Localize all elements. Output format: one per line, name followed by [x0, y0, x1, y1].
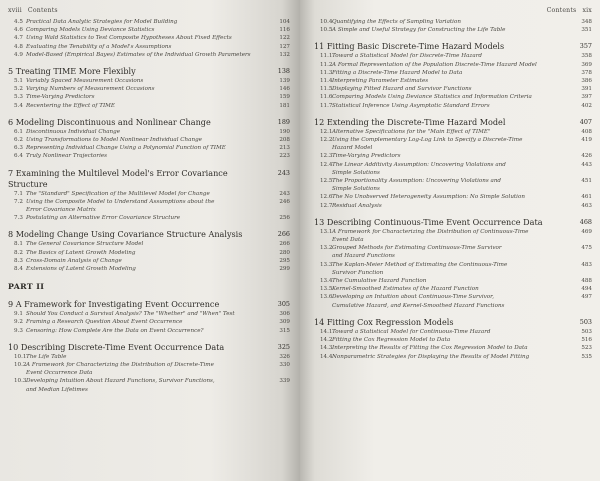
toc-section-entry	[8, 152, 290, 160]
toc-section-entry	[8, 136, 290, 144]
section-title: The Proportionality Assumption: Uncovering Violations and	[332, 178, 502, 185]
toc-section-entry	[314, 93, 592, 101]
section-title: A Framework for Characterizing the Distribution of Discrete-Time	[26, 362, 214, 369]
page-number: 295	[279, 257, 290, 264]
section-title: Framing a Research Question About Event Occurrence	[26, 319, 183, 326]
section-title: The Kaplan-Meier Method of Estimating the Continuous-Time	[332, 261, 508, 268]
toc-section-entry	[8, 318, 290, 326]
chapter-title: 14 Fitting Cox Regression Models	[314, 316, 454, 327]
toc-chapter-entry	[314, 217, 592, 228]
page-number: 159	[279, 94, 290, 101]
section-number: 12.5	[320, 178, 333, 185]
part-heading: PART II	[8, 282, 45, 292]
page-number: 213	[279, 145, 290, 152]
page-number: 348	[581, 19, 592, 25]
toc-section-entry	[314, 102, 592, 110]
toc-section-entry	[8, 327, 290, 335]
page-number: 299	[279, 266, 290, 273]
page-number: 127	[279, 43, 290, 50]
page-number: 339	[279, 378, 290, 385]
page-number: 523	[581, 345, 592, 352]
toc-section-entry	[8, 144, 290, 152]
section-number: 7.2	[14, 198, 23, 205]
page-number: 497	[581, 294, 592, 301]
toc-section-entry	[8, 190, 290, 198]
toc-body	[8, 18, 290, 394]
page-number: 402	[581, 102, 592, 109]
section-title: Fitting the Cox Regression Model to Data	[332, 337, 451, 344]
toc-chapter-entry	[8, 342, 290, 353]
section-title: Displaying Fitted Hazard and Survivor Functions	[332, 86, 472, 93]
section-number: 12.6	[320, 194, 333, 201]
folio: xviii	[8, 7, 22, 14]
section-number: 14.3	[320, 345, 333, 352]
section-number: 12.4	[320, 161, 333, 168]
section-title: Grouped Methods for Estimating Continuous-Time Survivor	[332, 245, 502, 252]
section-title: Postulating an Alternative Error Covariance Structure	[26, 215, 181, 222]
page-number: 475	[581, 245, 592, 252]
page-number: 189	[277, 117, 290, 126]
running-title: Contents	[546, 7, 577, 14]
page-number: 243	[277, 168, 290, 177]
section-title: Quantifying the Effects of Sampling Variation	[332, 19, 461, 25]
page-number: 357	[579, 42, 592, 51]
toc-section-entry	[8, 214, 290, 222]
section-title-continued: Hazard Model	[332, 145, 373, 152]
section-title: Developing an Intuition about Continuous-Time Survivor,	[332, 294, 494, 301]
page-number: 190	[279, 128, 290, 135]
toc-section-entry	[8, 77, 290, 85]
section-title: Kernel-Smoothed Estimates of the Hazard Function	[332, 286, 479, 293]
right-page	[300, 0, 600, 481]
chapter-title: 10 Describing Discrete-Time Event Occurrence Data	[8, 341, 225, 352]
section-title: The Life Table	[26, 353, 67, 360]
section-title: Statistical Inference Using Asymptotic Standard Errors	[332, 102, 490, 109]
page-number: 358	[581, 53, 592, 60]
page-number: 351	[581, 27, 592, 34]
toc-section-entry	[314, 202, 592, 210]
section-number: 8.2	[14, 249, 23, 256]
section-number: 10.1	[14, 353, 27, 360]
toc-section-entry	[314, 128, 592, 136]
section-title: Model-Based (Empirical Bayes) Estimates of the Individual Growth Parameters	[26, 51, 251, 58]
toc-section-entry	[8, 265, 290, 273]
page-number: 535	[581, 353, 592, 360]
page-number: 243	[279, 190, 290, 197]
page-number: 494	[581, 286, 592, 293]
section-title: Practical Data Analytic Strategies for Model Building	[26, 19, 178, 25]
section-number: 11.6	[320, 94, 333, 101]
section-number: 8.4	[14, 266, 23, 273]
section-title-continued: and Median Lifetimes	[26, 386, 88, 393]
toc-section-entry	[314, 344, 592, 352]
section-number: 11.1	[320, 53, 333, 60]
section-title-continued: Simple Solutions	[332, 186, 380, 193]
section-number: 7.1	[14, 190, 23, 197]
section-number: 6.4	[14, 153, 23, 160]
section-title-continued: Error Covariance Matrix	[26, 207, 96, 214]
toc-chapter-entry	[8, 229, 290, 240]
section-number: 5.3	[14, 94, 23, 101]
page-number: 139	[279, 78, 290, 85]
section-title: Developing Intuition About Hazard Functions, Survivor Functions,	[26, 378, 215, 385]
toc-section-entry	[314, 193, 592, 201]
section-title-continued: Event Data	[332, 237, 364, 244]
toc-section-entry	[314, 244, 592, 260]
section-number: 4.9	[14, 51, 23, 58]
page-number: 516	[581, 337, 592, 344]
section-number: 12.3	[320, 153, 333, 160]
toc-chapter-entry	[314, 117, 592, 128]
toc-section-entry	[8, 51, 290, 59]
section-title-continued: Event Occurrence Data	[26, 370, 93, 377]
section-title: The Linear Additivity Assumption: Uncovering Violations and	[332, 161, 506, 168]
section-number: 8.1	[14, 241, 23, 248]
page-number: 146	[279, 86, 290, 93]
running-head	[8, 6, 290, 18]
page-number: 469	[581, 228, 592, 235]
section-number: 11.4	[320, 78, 333, 85]
section-title: Time-Varying Predictors	[332, 153, 401, 160]
chapter-title: 13 Describing Continuous-Time Event Occurrence Data	[314, 216, 543, 227]
running-head	[314, 6, 592, 18]
section-title: Should You Conduct a Survival Analysis? The "Whether" and "When" Test	[26, 311, 235, 318]
section-title: The Cumulative Hazard Function	[332, 278, 427, 285]
section-number: 8.3	[14, 257, 23, 264]
folio: xix	[582, 7, 592, 14]
toc-section-entry	[314, 261, 592, 277]
section-number: 10.4	[320, 19, 333, 25]
section-number: 12.7	[320, 202, 333, 209]
toc-section-entry	[314, 69, 592, 77]
page-number: 305	[277, 300, 290, 309]
section-title: Time-Varying Predictors	[26, 94, 95, 101]
section-number: 14.2	[320, 337, 333, 344]
section-number: 4.6	[14, 27, 23, 34]
section-number: 4.7	[14, 35, 23, 42]
section-title: Comparing Models Using Deviance Statistics and Information Criteria	[332, 94, 532, 101]
toc-section-entry	[314, 26, 592, 34]
page-number: 407	[579, 117, 592, 126]
toc-chapter-entry	[314, 41, 592, 52]
page-number: 369	[581, 61, 592, 68]
section-number: 5.4	[14, 102, 23, 109]
toc-chapter-entry	[8, 299, 290, 310]
toc-section-entry	[314, 77, 592, 85]
section-title: Comparing Models Using Deviance Statistics	[26, 27, 155, 34]
toc-section-entry	[8, 93, 290, 101]
toc-section-entry	[314, 285, 592, 293]
section-title: A Formal Representation of the Population Discrete-Time Hazard Model	[332, 61, 537, 68]
toc-section-entry	[8, 18, 290, 26]
toc-section-entry	[314, 161, 592, 177]
page-number: 266	[277, 230, 290, 239]
section-title: The "Standard" Specification of the Multilevel Model for Change	[26, 190, 210, 197]
toc-section-entry	[8, 34, 290, 42]
toc-section-entry	[314, 293, 592, 309]
page-number: 408	[581, 128, 592, 135]
toc-section-entry	[314, 152, 592, 160]
section-number: 5.1	[14, 78, 23, 85]
section-title-continued: Cumulative Hazard, and Kernel-Smoothed Hazard Functions	[332, 302, 505, 309]
section-title: The Basics of Latent Growth Modeling	[26, 249, 136, 256]
section-number: 6.1	[14, 128, 23, 135]
toc-section-entry	[8, 249, 290, 257]
page-number: 330	[279, 362, 290, 369]
page-number: 378	[581, 69, 592, 76]
section-number: 10.3	[14, 378, 27, 385]
section-title-continued: and Hazard Functions	[332, 253, 395, 260]
page-number: 326	[279, 353, 290, 360]
section-title: Toward a Statistical Model for Discrete-Time Hazard	[332, 53, 482, 60]
toc-section-entry	[314, 136, 592, 152]
section-title: Evaluating the Tenability of a Model's Assumptions	[26, 43, 172, 50]
page-number: 256	[279, 215, 290, 222]
chapter-title: 11 Fitting Basic Discrete-Time Hazard Models	[314, 41, 505, 52]
chapter-title: 8 Modeling Change Using Covariance Structure Analysis	[8, 229, 243, 240]
toc-section-entry	[8, 43, 290, 51]
toc-section-entry	[314, 277, 592, 285]
section-number: 12.2	[320, 137, 333, 144]
toc-chapter-entry	[8, 66, 290, 77]
section-title: Varying Numbers of Measurement Occasions	[26, 86, 155, 93]
section-number: 9.3	[14, 327, 23, 334]
page-number: 306	[279, 311, 290, 318]
page-number: 208	[279, 137, 290, 144]
page-number: 122	[279, 35, 290, 42]
section-number: 4.8	[14, 43, 23, 50]
section-number: 13.1	[320, 228, 333, 235]
page-number: 116	[279, 27, 290, 34]
section-title: Nonparametric Strategies for Displaying the Results of Model Fitting	[332, 353, 530, 360]
section-number: 6.2	[14, 137, 23, 144]
section-title: Using the Composite Model to Understand Assumptions about the	[26, 198, 215, 205]
chapter-title: 9 A Framework for Investigating Event Occurrence	[8, 299, 220, 310]
page-number: 280	[279, 249, 290, 256]
page-number: 138	[277, 67, 290, 76]
section-number: 10.5	[320, 27, 333, 34]
page-number: 246	[279, 198, 290, 205]
section-title-continued: Survivor Function	[332, 269, 384, 276]
section-title: Representing Individual Change Using a Polynomial Function of TIME	[26, 145, 226, 152]
toc-chapter-entry	[314, 317, 592, 328]
section-title: Alternative Specifications for the "Main Effect of TIME"	[332, 128, 491, 135]
section-title-continued: Simple Solutions	[332, 169, 380, 176]
toc-section-entry	[8, 257, 290, 265]
section-number: 13.3	[320, 261, 333, 268]
toc-section-entry	[8, 85, 290, 93]
toc-section-entry	[8, 26, 290, 34]
running-title: Contents	[27, 7, 58, 14]
page-number: 426	[581, 153, 592, 160]
section-number: 14.1	[320, 328, 333, 335]
section-number: 11.2	[320, 61, 333, 68]
toc-section-entry	[314, 336, 592, 344]
section-number: 7.3	[14, 215, 23, 222]
toc-section-entry	[314, 85, 592, 93]
page-number: 503	[579, 317, 592, 326]
page-number: 181	[279, 102, 290, 109]
page-number: 461	[581, 194, 592, 201]
section-title: Residual Analysis	[332, 202, 382, 209]
section-title: A Framework for Characterizing the Distribution of Continuous-Time	[332, 228, 529, 235]
toc-section-entry	[8, 102, 290, 110]
toc-section-entry	[8, 361, 290, 377]
section-number: 4.5	[14, 19, 23, 25]
page-number: 223	[279, 153, 290, 160]
toc-section-entry	[8, 240, 290, 248]
chapter-title: 7 Examining the Multilevel Model's Error Covariance Structure	[8, 167, 228, 189]
section-title: The No Unobserved Heterogeneity Assumption: No Simple Solution	[332, 194, 525, 201]
toc-body	[314, 18, 592, 361]
section-title: Using Wald Statistics to Test Composite Hypotheses About Fixed Effects	[26, 35, 232, 42]
toc-section-entry	[314, 18, 592, 26]
toc-section-entry	[314, 328, 592, 336]
page-number: 468	[579, 217, 592, 226]
page-number: 104	[279, 19, 290, 25]
section-title: The General Covariance Structure Model	[26, 241, 144, 248]
section-title: Cross-Domain Analysis of Change	[26, 257, 122, 264]
chapter-title: 6 Modeling Discontinuous and Nonlinear Change	[8, 116, 211, 127]
toc-section-entry	[314, 228, 592, 244]
section-title: Discontinuous Individual Change	[26, 128, 121, 135]
chapter-title: 5 Treating TIME More Flexibly	[8, 66, 136, 77]
toc-section-entry	[314, 353, 592, 361]
page-number: 397	[581, 94, 592, 101]
toc-section-entry	[8, 310, 290, 318]
page-number: 132	[279, 51, 290, 58]
page-number: 419	[581, 137, 592, 144]
page-number: 315	[279, 327, 290, 334]
page-number: 488	[581, 278, 592, 285]
section-number: 13.2	[320, 245, 333, 252]
section-title: Toward a Statistical Model for Continuous-Time Hazard	[332, 328, 491, 335]
page-number: 386	[581, 78, 592, 85]
section-number: 9.1	[14, 311, 23, 318]
toc-chapter-entry	[8, 117, 290, 128]
section-number: 13.4	[320, 278, 333, 285]
toc-section-entry	[314, 177, 592, 193]
page-number: 325	[277, 342, 290, 351]
section-title: A Simple and Useful Strategy for Constructing the Life Table	[332, 27, 506, 34]
section-title: Extensions of Latent Growth Modeling	[26, 266, 136, 273]
toc-section-entry	[8, 377, 290, 393]
toc-section-entry	[8, 198, 290, 214]
section-title: Using the Complementary Log-Log Link to Specify a Discrete-Time	[332, 137, 523, 144]
section-number: 11.7	[320, 102, 333, 109]
section-title: Censoring: How Complete Are the Data on Event Occurrence?	[26, 327, 204, 334]
page-number: 266	[279, 241, 290, 248]
toc-chapter-entry	[8, 168, 290, 190]
section-number: 13.5	[320, 286, 333, 293]
page-number: 451	[581, 178, 592, 185]
chapter-title: 12 Extending the Discrete-Time Hazard Model	[314, 116, 506, 127]
toc-section-entry	[8, 128, 290, 136]
section-title: Truly Nonlinear Trajectories	[26, 153, 108, 160]
section-title: Variably Spaced Measurement Occasions	[26, 78, 144, 85]
section-number: 10.2	[14, 362, 27, 369]
page-number: 443	[581, 161, 592, 168]
section-title: Recentering the Effect of TIME	[26, 102, 115, 109]
page-number: 391	[581, 86, 592, 93]
page-number: 483	[581, 261, 592, 268]
page-number: 463	[581, 202, 592, 209]
section-number: 11.5	[320, 86, 333, 93]
page-number: 503	[581, 328, 592, 335]
section-title: Interpreting the Results of Fitting the Cox Regression Model to Data	[332, 345, 528, 352]
section-number: 14.4	[320, 353, 333, 360]
section-title: Fitting a Discrete-Time Hazard Model to Data	[332, 69, 463, 76]
section-number: 9.2	[14, 319, 23, 326]
page-number: 309	[279, 319, 290, 326]
section-number: 11.3	[320, 69, 333, 76]
toc-section-entry	[8, 353, 290, 361]
section-number: 5.2	[14, 86, 23, 93]
section-number: 12.1	[320, 128, 333, 135]
section-number: 6.3	[14, 145, 23, 152]
section-title: Using Transformations to Model Nonlinear Individual Change	[26, 137, 202, 144]
toc-section-entry	[314, 52, 592, 60]
toc-section-entry	[314, 61, 592, 69]
section-title: Interpreting Parameter Estimates	[332, 78, 429, 85]
section-number: 13.6	[320, 294, 333, 301]
